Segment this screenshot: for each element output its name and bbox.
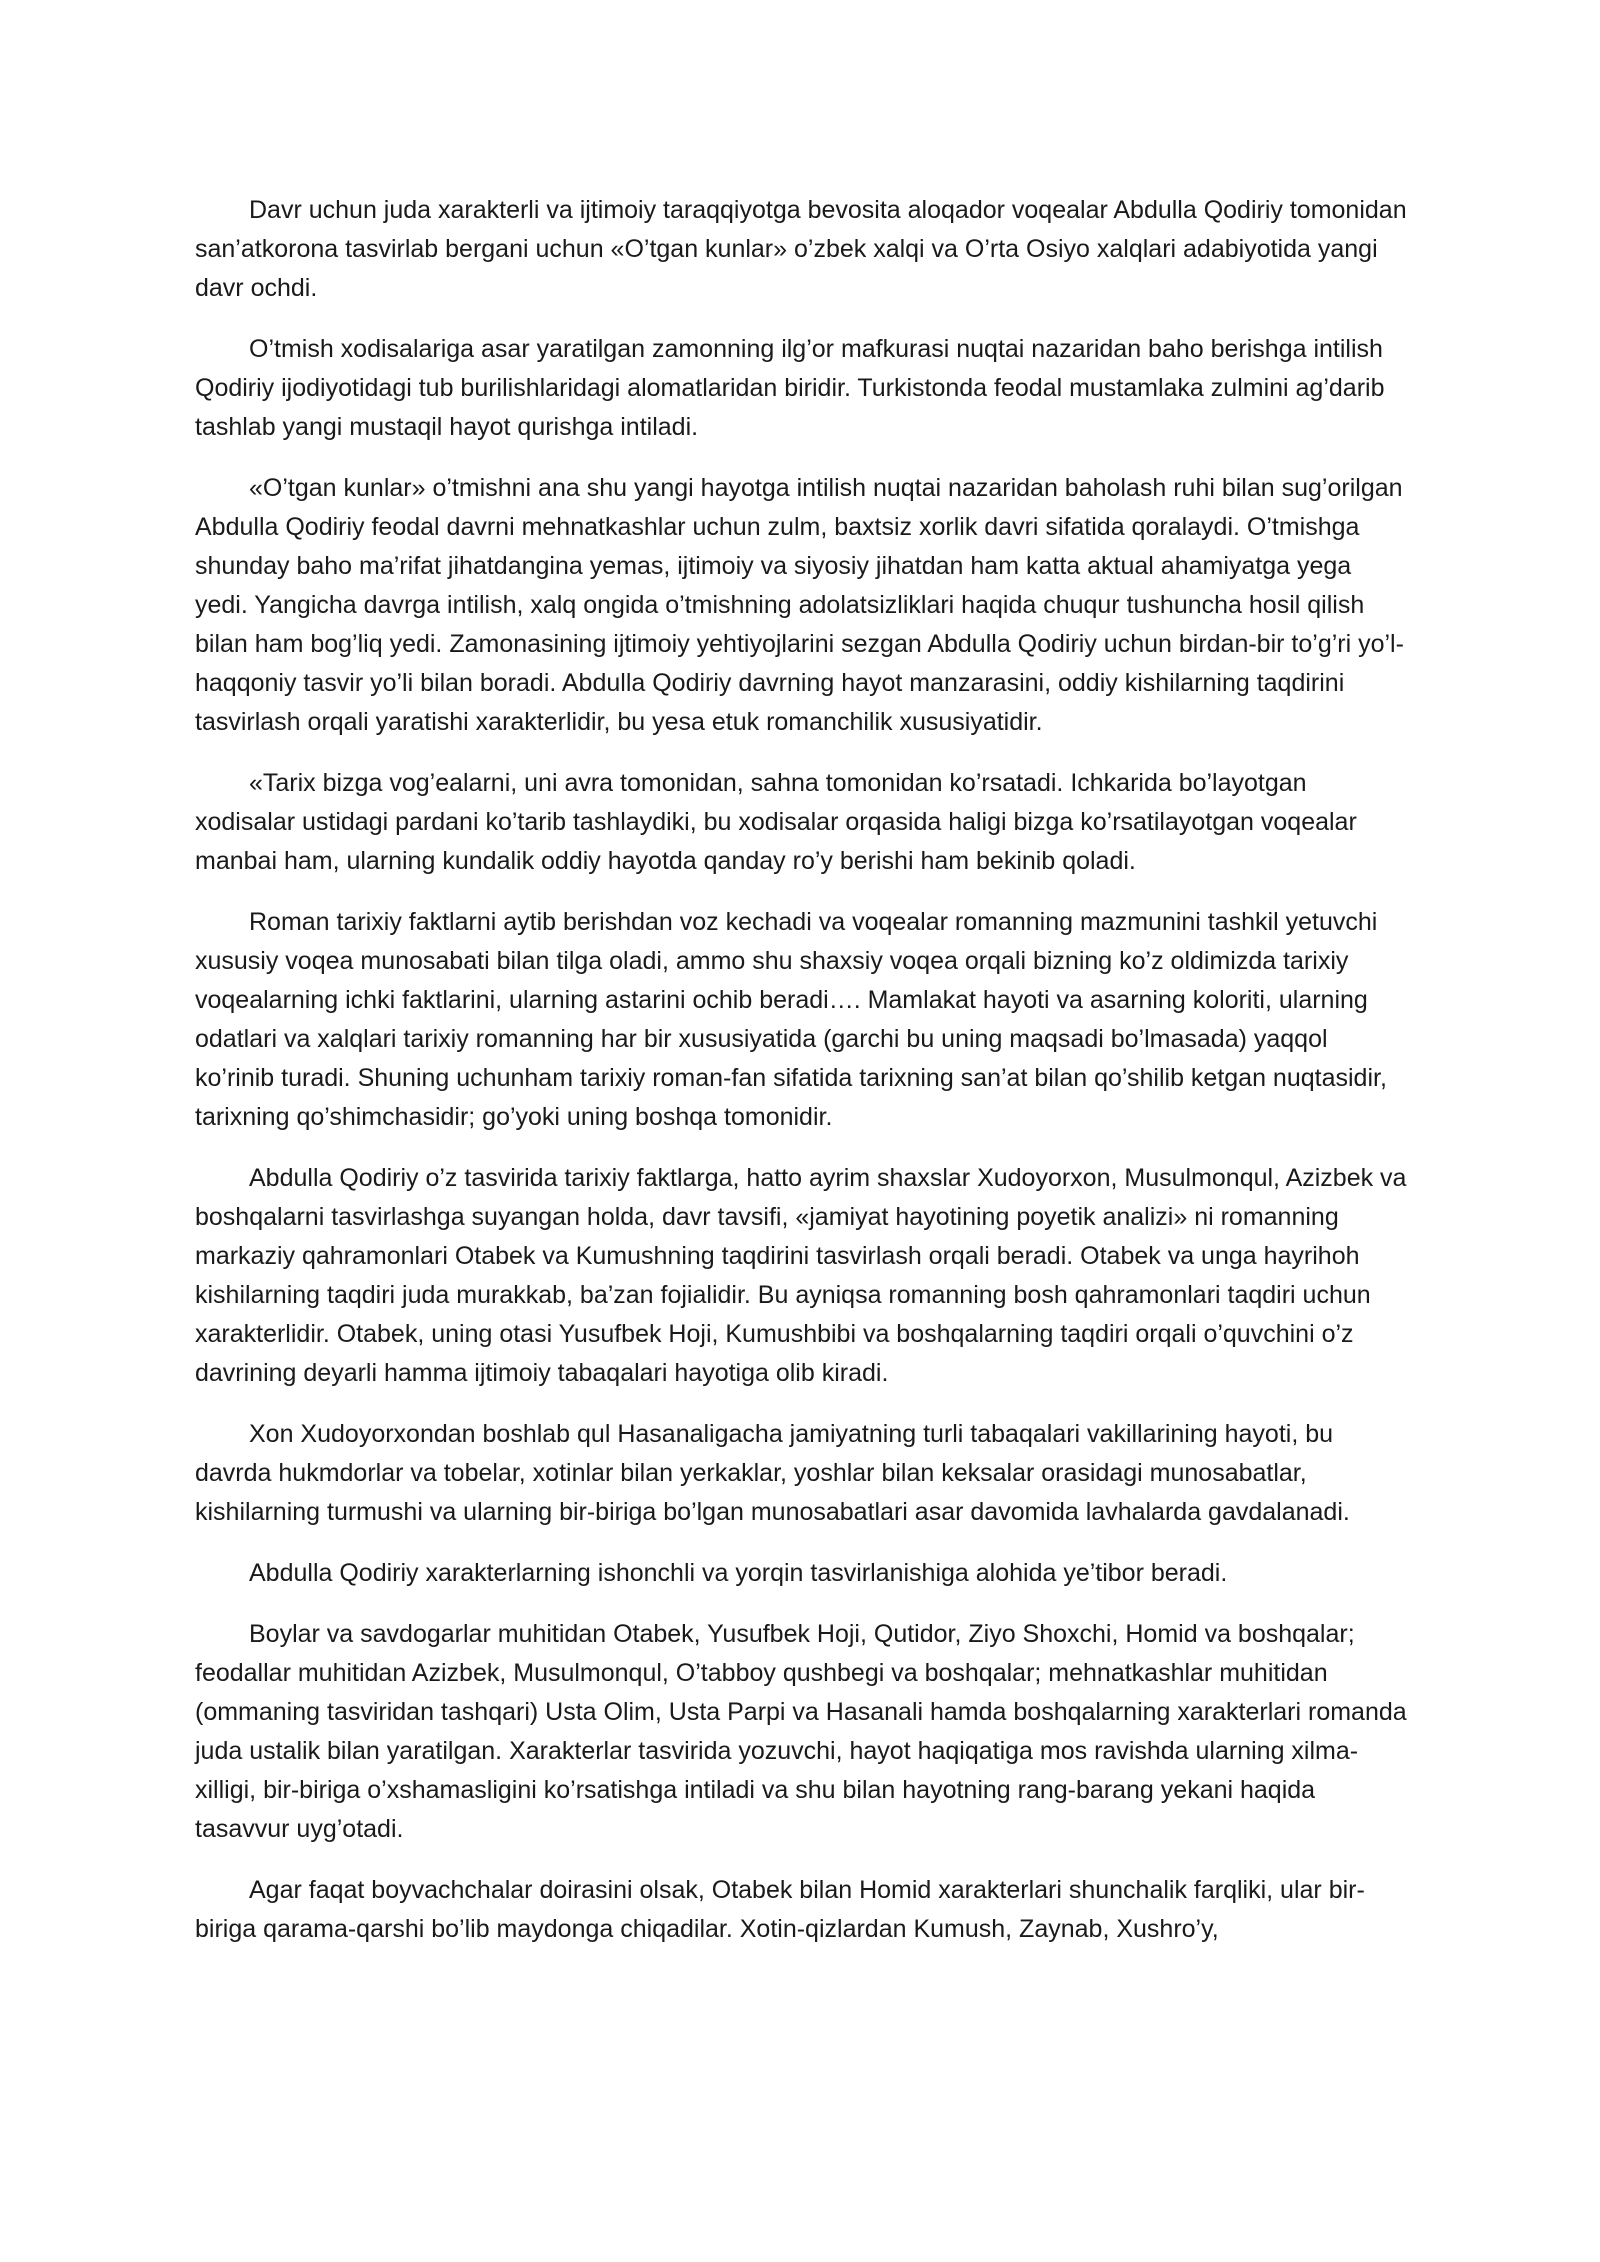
paragraph-4: «Tarix bizga vog’ealarni, uni avra tomonidan, sahna tomonidan ko’rsatadi. Ichkarida bo’layotgan xodisalar ustidagi pardani ko’tarib tashlaydiki, bu xodisalar orqasida haligi bizga ko’rsatilayotgan voqealar manbai ham, ularning kundalik oddiy hayotda qanday ro’y berishi ham bekinib qoladi. xyxy=(195,769,1357,875)
paragraph-8: Abdulla Qodiriy xarakterlarning ishonchli va yorqin tasvirlanishiga alohida ye’tibor beradi. xyxy=(249,1559,1228,1587)
paragraph-7: Xon Xudoyorxondan boshlab qul Hasanaligacha jamiyatning turli tabaqalari vakillarining hayoti, bu davrda hukmdorlar va tobelar, xotinlar bilan yerkaklar, yoshlar bilan keksalar orasidagi munosabatlar, kishilarning turmushi va ularning bir-biriga bo’lgan munosabatlari asar davomida lavhalarda gavdalanadi. xyxy=(195,1420,1350,1526)
paragraph-6: Abdulla Qodiriy o’z tasvirida tarixiy faktlarga, hatto ayrim shaxslar Xudoyorxon, Musulmonqul, Azizbek va boshqalarni tasvirlashga suyangan holda, davr tavsifi, «jamiyat hayotining poyetik analizi» ni romanning markaziy qahramonlari Otabek va Kumushning taqdirini tasvirlash orqali beradi. Otabek va unga hayrihoh kishilarning taqdiri juda murakkab, ba’zan fojialidir. Bu ayniqsa romanning bosh qahramonlari taqdiri uchun xarakterlidir. Otabek, uning otasi Yusufbek Hoji, Kumushbibi va boshqalarning taqdiri orqali o’quvchini o’z davrining deyarli hamma ijtimoiy tabaqalari hayotiga olib kiradi. xyxy=(195,1164,1407,1387)
paragraph-2: O’tmish xodisalariga asar yaratilgan zamonning ilg’or mafkurasi nuqtai nazaridan baho berishga intilish Qodiriy ijodiyotidagi tub burilishlaridagi alomatlaridan biridir. Turkistonda feodal mustamlaka zulmini ag’darib tashlab yangi mustaqil hayot qurishga intiladi. xyxy=(195,335,1385,441)
document-body xyxy=(195,191,1410,1971)
paragraph-1: Davr uchun juda xarakterli va ijtimoiy taraqqiyotga bevosita aloqador voqealar Abdulla Qodiriy tomonidan san’atkorona tasvirlab bergani uchun «O’tgan kunlar» o’zbek xalqi va O’rta Osiyo xalqlari adabiyotida yangi davr ochdi. xyxy=(195,196,1407,302)
paragraph-5: Roman tarixiy faktlarni aytib berishdan voz kechadi va voqealar romanning mazmunini tashkil yetuvchi xususiy voqea munosabati bilan tilga oladi, ammo shu shaxsiy voqea orqali bizning ko’z oldimizda tarixiy voqealarning ichki faktlarini, ularning astarini ochib beradi…. Mamlakat hayoti va asarning koloriti, ularning odatlari va xalqlari tarixiy romanning har bir xususiyatida (garchi bu uning maqsadi bo’lmasada) yaqqol ko’rinib turadi. Shuning uchunham tarixiy roman-fan sifatida tarixning san’at bilan qo’shilib ketgan nuqtasidir, tarixning qo’shimchasidir; go’yoki uning boshqa tomonidir. xyxy=(195,908,1387,1131)
paragraph-9: Boylar va savdogarlar muhitidan Otabek, Yusufbek Hoji, Qutidor, Ziyo Shoxchi, Homid va boshqalar; feodallar muhitidan Azizbek, Musulmonqul, O’tabboy qushbegi va boshqalar; mehnatkashlar muhitidan (ommaning tasviridan tashqari) Usta Olim, Usta Parpi va Hasanali hamda boshqalarning xarakterlari romanda juda ustalik bilan yaratilgan. Xarakterlar tasvirida yozuvchi, hayot haqiqatiga mos ravishda ularning xilma-xilligi, bir-biriga o’xshamasligini ko’rsatishga intiladi va shu bilan hayotning rang-barang yekani haqida tasavvur uyg’otadi. xyxy=(195,1620,1407,1843)
paragraph-3: «O’tgan kunlar» o’tmishni ana shu yangi hayotga intilish nuqtai nazaridan baholash ruhi bilan sug’orilgan Abdulla Qodiriy feodal davrni mehnatkashlar uchun zulm, baxtsiz xorlik davri sifatida qoralaydi. O’tmishga shunday baho ma’rifat jihatdangina yemas, ijtimoiy va siyosiy jihatdan ham katta aktual ahamiyatga yega yedi. Yangicha davrga intilish, xalq ongida o’tmishning adolatsizliklari haqida chuqur tushuncha hosil qilish bilan ham bog’liq yedi. Zamonasining ijtimoiy yehtiyojlarini sezgan Abdulla Qodiriy uchun birdan-bir to’g’ri yo’l-haqqoniy tasvir yo’li bilan boradi. Abdulla Qodiriy davrning hayot manzarasini, oddiy kishilarning taqdirini tasvirlash orqali yaratishi xarakterlidir, bu yesa etuk romanchilik xususiyatidir. xyxy=(195,474,1404,736)
paragraph-10: Agar faqat boyvachchalar doirasini olsak, Otabek bilan Homid xarakterlari shunchalik farqliki, ular bir-biriga qarama-qarshi bo’lib maydonga chiqadilar. Xotin-qizlardan Kumush, Zaynab, Xushro’y, xyxy=(195,1876,1365,1943)
